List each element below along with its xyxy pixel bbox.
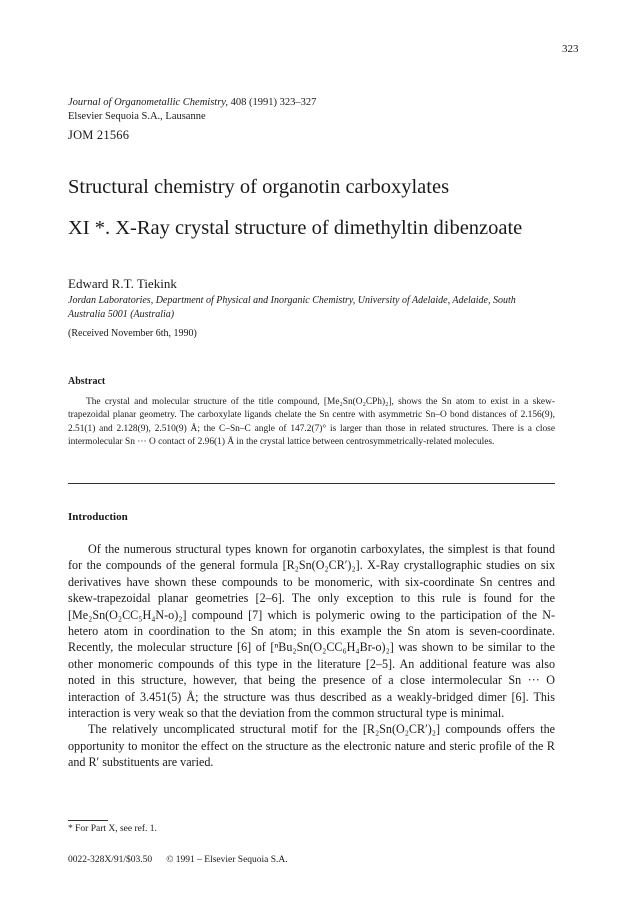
- journal-citation: [68, 96, 316, 110]
- abstract-text: The crystal and molecular structure of the title compound, [Me₂Sn(O₂CPh)₂], shows the Sn atom to exist in a skew-trapezoidal planar geometry. The carboxylate ligands chelate the Sn centre with asymmetric Sn–O bond distances of 2.156(9), 2.51(1) and 2.128(9), 2.510(9) Å; the C–Sn–C angle of 147.2(7)° is larger than those in related structures. There is a close intermolecular Sn ··· O contact of 2.96(1) Å in the crystal lattice between centrosymmetrically-related molecules.: [68, 397, 555, 448]
- article-code: JOM 21566: [68, 128, 130, 142]
- publisher: Elsevier Sequoia S.A., Lausanne: [68, 111, 206, 122]
- issn-price-code: 0022-328X/91/$03.50: [68, 855, 153, 865]
- introduction-body: [68, 541, 555, 771]
- author: Edward R.T. Tiekink: [68, 276, 177, 291]
- series-title: Structural chemistry of organotin carboxylates: [68, 176, 450, 198]
- affiliation: Jordan Laboratories, Department of Physical and Inorganic Chemistry, University of Adelaide, Adelaide, South Australia 5001 (Australia): [68, 295, 516, 320]
- article-title: XI *. X-Ray crystal structure of dimethyltin dibenzoate: [68, 217, 523, 239]
- copyright-line: [68, 855, 302, 865]
- journal-volume: 408 (1991) 323–327: [228, 97, 317, 108]
- footnote: * For Part X, see ref. 1.: [68, 824, 157, 834]
- received-date: (Received November 6th, 1990): [68, 328, 197, 339]
- introduction-paragraph-1: Of the numerous structural types known for organotin carboxylates, the simplest is that found for the compounds of the general formula [R₂Sn(O₂CR′)₂]. X-Ray crystallographic studies on six derivatives have shown these compounds to be monomeric, with six-coordinate Sn centres and skew-trapezoidal planar geometries [2–6]. The only exception to this rule is found for the [Me₂Sn(O₂CC₅H₄N-o)₂] compound [7] which is polymeric owing to the participation of the N-hetero atom in coordination to the Sn atom; in this example the Sn atom is seven-coordinate. Recently, the molecular structure [6] of [ⁿBu₂Sn(O₂CC₆H₄Br-o)₂] was shown to be similar to the other monomeric compounds of this type in the literature [2–5]. An additional feature was also noted in this structure, however, that being the presence of a close intermolecular Sn ··· O interaction of 3.451(5) Å; the structure was thus described as a weakly-bridged dimer [6]. This interaction is very weak so that the deviation from the common structural type is minimal.: [68, 542, 555, 721]
- footnote-divider: [68, 820, 108, 821]
- introduction-heading: Introduction: [68, 511, 128, 523]
- page-number: 323: [562, 43, 579, 55]
- section-divider: [68, 483, 555, 484]
- copyright-notice: © 1991 – Elsevier Sequoia S.A.: [166, 855, 288, 865]
- abstract-heading: Abstract: [68, 376, 106, 387]
- journal-name: Journal of Organometallic Chemistry,: [68, 97, 229, 108]
- journal-header: [68, 96, 316, 124]
- introduction-paragraph-2: The relatively uncomplicated structural motif for the [R₂Sn(O₂CR′)₂] compounds offers the opportunity to monitor the effect on the structure as the electronic nature and steric profile of the R and R′ substituents are varied.: [68, 722, 555, 770]
